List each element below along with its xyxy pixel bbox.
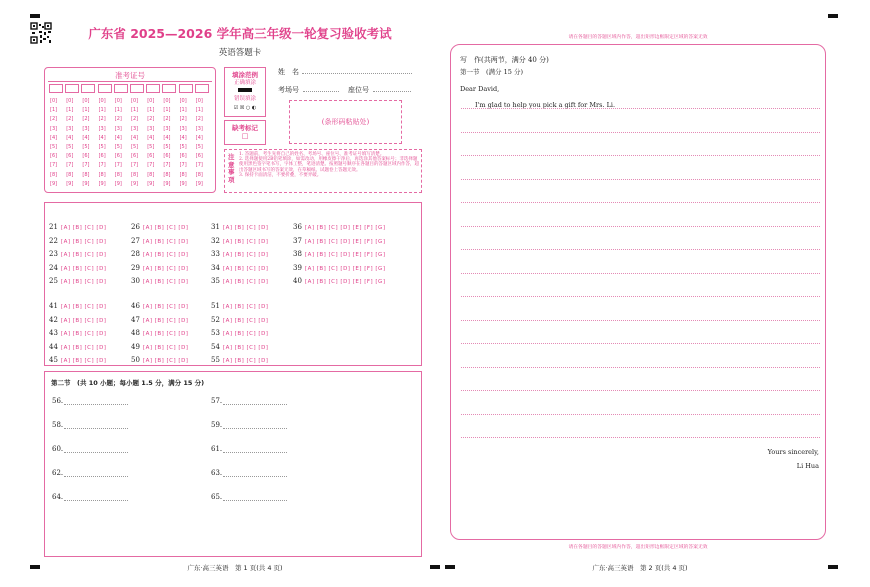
answer-options[interactable]: [A] [B] [C] [D] — [222, 358, 269, 364]
admission-digit-bubble[interactable]: [7] — [98, 162, 106, 169]
writing-line[interactable] — [461, 273, 820, 274]
admission-digit-bubble[interactable]: [5] — [179, 144, 187, 150]
admission-digit-bubble[interactable]: [3] — [114, 125, 122, 132]
admission-digit-bubble[interactable]: [9] — [147, 180, 155, 187]
registration-mark-top-left — [30, 14, 40, 18]
admission-digit-bubble[interactable]: [2] — [114, 116, 122, 123]
admission-number-bubbles[interactable] — [49, 98, 213, 192]
admission-number-cells[interactable] — [49, 84, 213, 94]
question-number: 47 — [131, 315, 140, 324]
answer-options[interactable]: [A] [B] [C] [D] — [222, 279, 269, 285]
fill-example-title: 填涂范例 — [232, 71, 258, 79]
answer-options[interactable]: [A] [B] [C] [D] — [222, 252, 269, 258]
writing-part: 第一节 (满分 15 分) — [460, 68, 523, 76]
admission-digit-bubble[interactable]: [3] — [163, 125, 171, 132]
admission-digit-cell[interactable] — [98, 84, 112, 93]
admission-digit-bubble[interactable]: [8] — [147, 171, 155, 178]
question-number: 40 — [293, 277, 302, 285]
question-number: 42 — [49, 315, 58, 324]
admission-digit-bubble[interactable]: [7] — [131, 162, 139, 169]
barcode-label: (条形码粘贴处) — [321, 118, 370, 126]
admission-digit-bubble[interactable]: [8] — [82, 171, 90, 178]
answer-options[interactable]: [A] [B] [C] [D] — [222, 344, 269, 351]
admission-digit-bubble[interactable]: [0] — [163, 98, 171, 104]
barcode-area — [289, 100, 402, 144]
admission-digit-bubble[interactable]: [0] — [114, 98, 122, 104]
filled-bubble-icon — [238, 88, 252, 92]
answer-options[interactable]: [A] [B] [C] [D] — [60, 317, 107, 324]
writing-warning-bottom: 请在各题目的答题区域内作答，超出矩形边框限定区域的答案无效 — [568, 545, 708, 550]
answer-options[interactable]: [A] [B] [C] [D] — [60, 344, 107, 351]
admission-digit-bubble[interactable]: [9] — [114, 180, 122, 187]
answer-options[interactable]: [A] [B] [C] [D] — [60, 358, 107, 364]
admission-digit-bubble[interactable]: [7] — [163, 162, 171, 169]
admission-digit-bubble[interactable]: [8] — [179, 171, 187, 178]
admission-digit-cell[interactable] — [81, 84, 95, 93]
fill-in-number: 61. — [211, 445, 223, 453]
answer-options[interactable]: [A] [B] [C] [D] — [142, 225, 189, 231]
admission-digit-bubble[interactable]: [3] — [50, 125, 58, 132]
answer-options[interactable]: [A] [B] [C] [D] [E] [F] [G] — [304, 279, 386, 285]
admission-digit-bubble[interactable]: [2] — [82, 116, 90, 123]
admission-digit-bubble[interactable]: [4] — [98, 134, 106, 141]
admission-digit-bubble[interactable]: [8] — [131, 171, 139, 178]
footer-left: 广东·高三英语 第 1 页(共 4 页) — [187, 564, 283, 572]
answer-options[interactable]: [A] [B] [C] [D] [E] [F] [G] — [304, 225, 386, 231]
admission-digit-bubble[interactable]: [9] — [66, 180, 74, 187]
answer-options[interactable]: [A] [B] [C] [D] — [222, 304, 269, 310]
exam-room-label: 考场号 — [278, 86, 299, 94]
admission-digit-cell[interactable] — [49, 84, 63, 93]
question-number: 26 — [131, 223, 140, 231]
admission-digit-bubble[interactable]: [8] — [66, 171, 74, 178]
admission-digit-bubble[interactable]: [8] — [114, 171, 122, 178]
writing-box — [450, 44, 826, 540]
question-number: 52 — [211, 315, 220, 324]
fill-in-number: 59. — [211, 421, 223, 429]
admission-digit-bubble[interactable]: [5] — [147, 144, 155, 150]
question-number: 51 — [211, 302, 220, 310]
admission-digit-bubble[interactable]: [7] — [82, 162, 90, 169]
answer-options[interactable]: [A] [B] [C] [D] — [222, 225, 269, 231]
admission-digit-cell[interactable] — [130, 84, 144, 93]
answer-options[interactable]: [A] [B] [C] [D] — [142, 331, 189, 337]
admission-digit-bubble[interactable]: [0] — [50, 98, 58, 104]
writing-line[interactable] — [461, 296, 820, 297]
writing-line[interactable] — [461, 367, 820, 368]
fill-in-answer-line[interactable] — [64, 476, 128, 477]
writing-line[interactable] — [461, 202, 820, 203]
question-number: 37 — [293, 236, 302, 245]
admission-digit-bubble[interactable]: [0] — [179, 98, 187, 104]
answer-options[interactable]: [A] [B] [C] [D] — [60, 265, 107, 272]
admission-digit-bubble[interactable]: [0] — [82, 98, 90, 104]
registration-mark-bottom-left — [30, 565, 40, 569]
admission-digit-bubble[interactable]: [7] — [147, 162, 155, 169]
admission-digit-bubble[interactable]: [9] — [131, 180, 139, 187]
fill-in-answer-line[interactable] — [64, 428, 128, 429]
writing-line[interactable] — [461, 179, 820, 180]
admission-digit-bubble[interactable]: [5] — [50, 144, 58, 150]
question-number: 54 — [211, 342, 220, 351]
admission-digit-bubble[interactable]: [9] — [195, 180, 203, 187]
answer-options[interactable]: [A] [B] [C] [D] — [142, 304, 189, 310]
admission-digit-bubble[interactable]: [1] — [50, 107, 58, 114]
registration-mark-bottom-right — [828, 565, 838, 569]
letter-greeting: Dear David, — [460, 85, 500, 93]
answer-options[interactable]: [A] [B] [C] [D] — [222, 265, 269, 272]
answer-options[interactable]: [A] [B] [C] [D] — [142, 252, 189, 258]
admission-digit-bubble[interactable]: [2] — [179, 116, 187, 123]
question-number: 21 — [49, 223, 58, 231]
fill-in-number: 60. — [52, 445, 64, 453]
question-number: 23 — [49, 250, 58, 258]
admission-digit-bubble[interactable]: [5] — [66, 144, 74, 150]
question-number: 33 — [211, 250, 220, 258]
writing-title: 写 作(共两节，满分 40 分) — [460, 56, 549, 64]
writing-line[interactable] — [461, 390, 820, 391]
admission-digit-bubble[interactable]: [4] — [131, 134, 139, 141]
admission-digit-bubble[interactable]: [7] — [114, 162, 122, 169]
admission-digit-bubble[interactable]: [4] — [114, 134, 122, 141]
admission-digit-bubble[interactable]: [2] — [163, 116, 171, 123]
admission-digit-bubble[interactable]: [9] — [82, 180, 90, 187]
fill-in-answer-line[interactable] — [64, 404, 128, 405]
exam-room-field[interactable] — [303, 91, 339, 92]
admission-digit-cell[interactable] — [162, 84, 176, 93]
letter-first-line: I'm glad to help you pick a gift for Mrs. Li. — [475, 101, 616, 109]
admission-digit-bubble[interactable]: [0] — [66, 98, 74, 104]
admission-digit-bubble[interactable]: [5] — [82, 144, 90, 150]
answer-options[interactable]: [A] [B] [C] [D] — [60, 279, 107, 285]
absent-mark-checkbox[interactable]: □ — [241, 132, 249, 140]
question-number: 32 — [211, 236, 220, 245]
question-number: 50 — [131, 356, 140, 364]
fill-in-answer-line[interactable] — [223, 404, 287, 405]
answer-options[interactable]: [A] [B] [C] [D] — [222, 317, 269, 324]
question-number: 25 — [49, 277, 58, 285]
admission-digit-bubble[interactable]: [8] — [98, 171, 106, 178]
admission-digit-bubble[interactable]: [3] — [179, 125, 187, 132]
admission-digit-bubble[interactable]: [1] — [147, 107, 155, 114]
question-number: 31 — [211, 223, 220, 231]
question-number: 41 — [49, 302, 58, 310]
admission-digit-bubble[interactable]: [6] — [50, 153, 58, 160]
fill-in-answer-line[interactable] — [223, 500, 287, 501]
admission-digit-bubble[interactable]: [4] — [163, 134, 171, 141]
question-number: 38 — [293, 250, 302, 258]
admission-digit-bubble[interactable]: [1] — [195, 107, 203, 114]
admission-digit-bubble[interactable]: [6] — [179, 153, 187, 160]
admission-digit-bubble[interactable]: [7] — [195, 162, 203, 169]
admission-digit-cell[interactable] — [114, 84, 128, 93]
admission-digit-bubble[interactable]: [4] — [66, 134, 74, 141]
admission-digit-bubble[interactable]: [1] — [82, 107, 90, 114]
writing-line[interactable] — [461, 108, 820, 109]
admission-digit-bubble[interactable]: [9] — [163, 180, 171, 187]
answer-options[interactable]: [A] [B] [C] [D] — [142, 279, 189, 285]
admission-digit-bubble[interactable]: [5] — [131, 144, 139, 150]
writing-line[interactable] — [461, 226, 820, 227]
admission-digit-bubble[interactable]: [1] — [179, 107, 187, 114]
admission-digit-cell[interactable] — [195, 84, 209, 93]
writing-line[interactable] — [461, 414, 820, 415]
admission-digit-bubble[interactable]: [8] — [163, 171, 171, 178]
admission-digit-bubble[interactable]: [3] — [82, 125, 90, 132]
question-number: 48 — [131, 329, 140, 337]
admission-digit-bubble[interactable]: [4] — [50, 134, 58, 141]
admission-digit-bubble[interactable]: [6] — [163, 153, 171, 160]
question-number: 43 — [49, 329, 58, 337]
seat-label: 座位号 — [348, 86, 369, 94]
admission-digit-bubble[interactable]: [2] — [131, 116, 139, 123]
writing-line[interactable] — [461, 320, 820, 321]
admission-digit-bubble[interactable]: [1] — [98, 107, 106, 114]
admission-digit-bubble[interactable]: [1] — [114, 107, 122, 114]
notice-box — [224, 149, 422, 193]
section2-title: 第二节 (共 10 小题；每小题 1.5 分，满分 15 分) — [51, 379, 205, 387]
question-number: 29 — [131, 263, 140, 272]
fill-in-answer-line[interactable] — [223, 428, 287, 429]
admission-digit-bubble[interactable]: [0] — [131, 98, 139, 104]
question-number: 36 — [293, 223, 302, 231]
registration-mark-top-right — [828, 14, 838, 18]
fill-in-number: 58. — [52, 421, 64, 429]
notice-title: 注意事项 — [228, 153, 235, 184]
admission-digit-bubble[interactable]: [7] — [50, 162, 58, 169]
fill-example-wrong: 错误填涂 — [233, 96, 256, 102]
writing-line[interactable] — [461, 155, 820, 156]
admission-digit-bubble[interactable]: [1] — [131, 107, 139, 114]
answer-options[interactable]: [A] [B] [C] [D] — [222, 238, 269, 245]
admission-digit-bubble[interactable]: [5] — [163, 144, 171, 150]
question-number: 34 — [211, 263, 220, 272]
admission-digit-bubble[interactable]: [4] — [195, 134, 203, 141]
admission-digit-bubble[interactable]: [6] — [114, 153, 122, 160]
admission-digit-bubble[interactable]: [3] — [147, 125, 155, 132]
footer-right: 广东·高三英语 第 2 页(共 4 页) — [592, 564, 688, 572]
answer-options[interactable]: [A] [B] [C] [D] — [222, 331, 269, 337]
question-number: 39 — [293, 263, 302, 272]
admission-number-title: 准考证号 — [115, 71, 145, 80]
question-number: 35 — [211, 277, 220, 285]
fill-in-answer-line[interactable] — [64, 452, 128, 453]
fill-in-answer-line[interactable] — [64, 500, 128, 501]
question-number: 45 — [49, 356, 58, 364]
fill-in-number: 63. — [211, 469, 223, 477]
fill-example-correct: 正确填涂 — [233, 80, 256, 86]
admission-digit-bubble[interactable]: [2] — [66, 116, 74, 123]
question-number: 28 — [131, 250, 140, 258]
admission-digit-bubble[interactable]: [6] — [147, 153, 155, 160]
answer-options[interactable]: [A] [B] [C] [D] — [142, 358, 189, 364]
question-number: 44 — [49, 342, 58, 351]
answer-options[interactable]: [A] [B] [C] [D] — [60, 331, 107, 337]
admission-digit-bubble[interactable]: [7] — [66, 162, 74, 169]
admission-digit-bubble[interactable]: [2] — [147, 116, 155, 123]
writing-warning-top: 请在各题目的答题区域内作答，超出矩形边框限定区域的答案无效 — [568, 35, 708, 40]
notice-item-3: 3. 保持卡面清洁，不要折叠，不要弄破。 — [239, 172, 322, 178]
admission-digit-bubble[interactable]: [2] — [195, 116, 203, 123]
admission-digit-bubble[interactable]: [4] — [82, 134, 90, 141]
question-number: 30 — [131, 277, 140, 285]
admission-digit-bubble[interactable]: [0] — [195, 98, 203, 104]
admission-digit-bubble[interactable]: [9] — [98, 180, 106, 187]
admission-digit-bubble[interactable]: [4] — [147, 134, 155, 141]
question-number: 46 — [131, 302, 140, 310]
answer-options[interactable]: [A] [B] [C] [D] [E] [F] [G] — [304, 252, 386, 258]
admission-digit-bubble[interactable]: [3] — [131, 125, 139, 132]
admission-digit-bubble[interactable]: [6] — [195, 153, 203, 160]
admission-digit-bubble[interactable]: [3] — [98, 125, 106, 132]
section2-box — [44, 371, 422, 557]
admission-digit-bubble[interactable]: [1] — [66, 107, 74, 114]
letter-signature: Li Hua — [796, 462, 819, 470]
admission-number-box — [44, 67, 216, 193]
admission-digit-cell[interactable] — [65, 84, 79, 93]
admission-digit-bubble[interactable]: [5] — [98, 144, 106, 150]
admission-digit-cell[interactable] — [179, 84, 193, 93]
writing-line[interactable] — [461, 132, 820, 133]
admission-digit-bubble[interactable]: [6] — [131, 153, 139, 160]
admission-digit-bubble[interactable]: [6] — [66, 153, 74, 160]
name-label: 姓 名 — [278, 68, 299, 76]
answer-options[interactable]: [A] [B] [C] [D] [E] [F] [G] — [304, 265, 386, 272]
page-subtitle: 英语答题卡 — [218, 48, 262, 58]
answer-options[interactable]: [A] [B] [C] [D] — [60, 304, 107, 310]
admission-digit-bubble[interactable]: [8] — [50, 171, 58, 178]
absent-mark-title: 缺考标记 — [232, 124, 258, 132]
answer-options[interactable]: [A] [B] [C] [D] — [60, 238, 107, 245]
wrong-marks-icon: ☑ ☒ ○ ◐ — [233, 105, 257, 111]
question-number: 22 — [49, 236, 58, 245]
fill-in-number: 62. — [52, 469, 64, 477]
answer-options[interactable]: [A] [B] [C] [D] [E] [F] [G] — [304, 238, 386, 245]
registration-mark-bottom-mid-left — [430, 565, 440, 569]
admission-digit-bubble[interactable]: [9] — [50, 180, 58, 187]
admission-digit-bubble[interactable]: [2] — [98, 116, 106, 123]
page-title: 广东省 2025—2026 学年高三年级一轮复习验收考试 — [88, 26, 392, 41]
question-number: 27 — [131, 236, 140, 245]
fill-in-number: 56. — [52, 397, 64, 405]
multiple-choice-box — [44, 202, 422, 366]
admission-digit-bubble[interactable]: [2] — [50, 116, 58, 123]
letter-closing: Yours sincerely, — [767, 448, 819, 456]
answer-options[interactable]: [A] [B] [C] [D] — [60, 225, 107, 231]
writing-line[interactable] — [461, 249, 820, 250]
answer-options[interactable]: [A] [B] [C] [D] — [60, 252, 107, 258]
fill-in-answer-line[interactable] — [223, 476, 287, 477]
fill-in-answer-line[interactable] — [223, 452, 287, 453]
admission-digit-bubble[interactable]: [6] — [98, 153, 106, 160]
question-number: 53 — [211, 329, 220, 337]
admission-digit-bubble[interactable]: [3] — [66, 125, 74, 132]
answer-options[interactable]: [A] [B] [C] [D] — [142, 317, 189, 324]
answer-options[interactable]: [A] [B] [C] [D] — [142, 265, 189, 272]
registration-mark-bottom-mid-right — [445, 565, 455, 569]
notice-item-1: 1. 答题前，考生先将自己的姓名、考场号、座位号、准考证号填写清楚。 — [239, 152, 385, 157]
admission-digit-cell[interactable] — [146, 84, 160, 93]
name-field[interactable] — [302, 73, 412, 74]
admission-digit-bubble[interactable]: [5] — [114, 144, 122, 150]
notice-item-2: 2. 选择题使用2B铅笔填涂，如需改动，用橡皮擦干净后，再选涂其他答案标号；非选择题使用黑色签字笔书写，字体工整，笔迹清楚。按照题号顺序在各题目的答题区域内作答，超出答题区域书写的答案无效，在草稿纸、试题卷上答题无效。 — [239, 157, 419, 173]
admission-digit-bubble[interactable]: [4] — [179, 134, 187, 141]
admission-digit-bubble[interactable]: [0] — [98, 98, 106, 104]
admission-digit-bubble[interactable]: [6] — [82, 153, 90, 160]
writing-line[interactable] — [461, 437, 820, 438]
admission-digit-bubble[interactable]: [9] — [179, 180, 187, 187]
answer-options[interactable]: [A] [B] [C] [D] — [142, 344, 189, 351]
fill-example-box — [224, 67, 266, 117]
question-number: 55 — [211, 356, 220, 364]
fill-in-number: 65. — [211, 493, 223, 501]
admission-digit-bubble[interactable]: [7] — [179, 162, 187, 169]
qr-code-icon — [30, 22, 52, 44]
question-number: 49 — [131, 342, 140, 351]
answer-options[interactable]: [A] [B] [C] [D] — [142, 238, 189, 245]
question-number: 24 — [49, 263, 58, 272]
admission-digit-bubble[interactable]: [5] — [195, 144, 203, 150]
absent-mark-box — [224, 120, 266, 145]
seat-field[interactable] — [373, 91, 411, 92]
writing-line[interactable] — [461, 343, 820, 344]
admission-digit-bubble[interactable]: [1] — [163, 107, 171, 114]
admission-digit-bubble[interactable]: [8] — [195, 171, 203, 178]
fill-in-number: 64. — [52, 493, 64, 501]
admission-digit-bubble[interactable]: [0] — [147, 98, 155, 104]
admission-digit-bubble[interactable]: [3] — [195, 125, 203, 132]
fill-in-number: 57. — [211, 397, 223, 405]
